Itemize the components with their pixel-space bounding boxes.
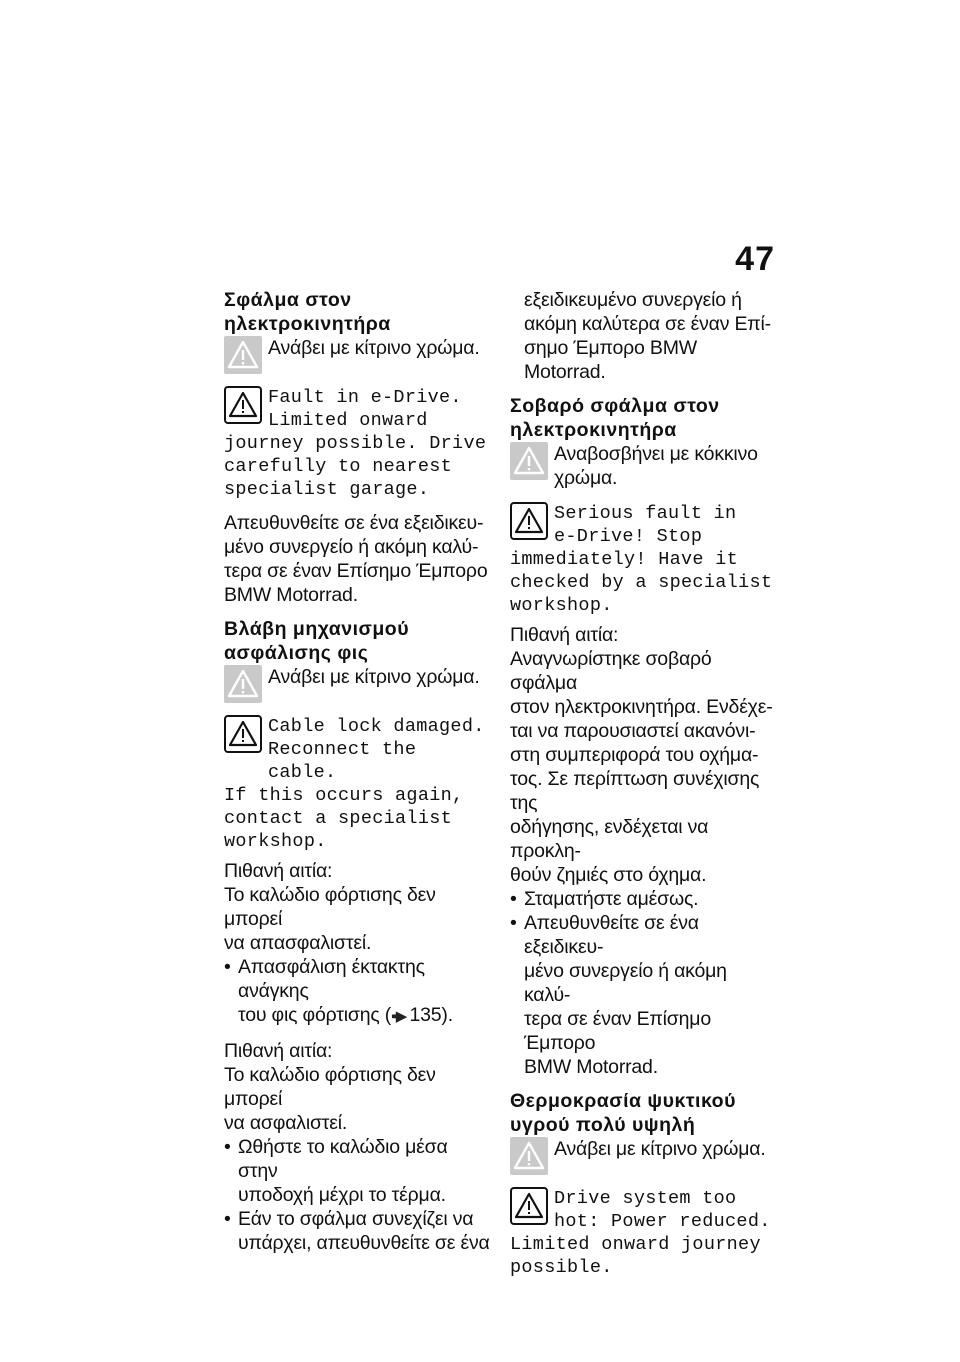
warning-outline-icon <box>224 386 262 424</box>
indicator-row: Ανάβει με κίτρινο χρώμα. <box>224 665 490 703</box>
warning-light-icon <box>510 1137 548 1175</box>
body-text: Απευθυνθείτε σε ένα εξειδικευ- μένο συνεργείο ή ακόμη καλύ- τερα σε έναν Επίσημο Έμπορο BMW Motorrad. <box>224 512 488 606</box>
possible-cause: Πιθανή αιτία: Το καλώδιο φόρτισης δεν μπορεί να ασφαλιστεί. <box>224 1040 436 1134</box>
page-reference-arrow-icon: ▪▪▶ <box>391 1008 405 1025</box>
bullet-continuation: εξειδικευμένο συνεργείο ή ακόμη καλύτερα σε έναν Επί- σημο Έμπορο BMW Motorrad. <box>524 289 771 383</box>
bullet-item: • Σταματήστε αμέσως. <box>510 887 776 911</box>
bullet-item: • Απασφάλιση έκτακτης ανάγκης του φις φόρτισης (▪▪▶ 135). <box>224 955 490 1029</box>
section-heading-coolant-temperature: Θερμοκρασία ψυκτικού υγρού πολύ υψηλή <box>510 1090 736 1136</box>
indicator-row: Ανάβει με κίτρινο χρώμα. <box>510 1137 776 1175</box>
possible-cause: Πιθανή αιτία: Το καλώδιο φόρτισης δεν μπορεί να απασφαλιστεί. <box>224 860 436 954</box>
bullet-item: • Εάν το σφάλμα συνεχίζει να υπάρχει, απευθυνθείτε σε ένα <box>224 1207 490 1255</box>
display-message: Drive system too hot: Power reduced. Limited onward journey possible. <box>510 1188 771 1278</box>
warning-outline-icon <box>224 715 262 753</box>
warning-outline-icon <box>510 1187 548 1225</box>
section-heading-cable-lock: Βλάβη μηχανισμού ασφάλισης φις <box>224 618 410 664</box>
left-column <box>224 288 490 1255</box>
right-column <box>510 288 776 1279</box>
indicator-row: Αναβοσβήνει με κόκκινο χρώμα. <box>510 442 776 490</box>
warning-light-icon <box>510 442 548 480</box>
bullet-item: • Ωθήστε το καλώδιο μέσα στην υποδοχή μέχρι το τέρμα. <box>224 1135 490 1207</box>
warning-light-icon <box>224 336 262 374</box>
section-heading-e-drive-fault: Σφάλμα στον ηλεκτροκινητήρα <box>224 289 391 335</box>
warning-outline-icon <box>510 502 548 540</box>
warning-light-icon <box>224 665 262 703</box>
page-reference-link[interactable]: 135). <box>409 1004 453 1026</box>
indicator-row: Ανάβει με κίτρινο χρώμα. <box>224 336 490 374</box>
section-heading-serious-fault: Σοβαρό σφάλμα στον ηλεκτροκινητήρα <box>510 395 720 441</box>
page-number: 47 <box>735 240 775 278</box>
display-message: Serious fault in e-Drive! Stop immediately! Have it checked by a specialist workshop. <box>510 503 773 616</box>
bullet-item: • Απευθυνθείτε σε ένα εξειδικευ- μένο συνεργείο ή ακόμη καλύ- τερα σε έναν Επίσημο Έμπορο BMW Motorrad. <box>510 911 776 1079</box>
display-message: Cable lock damaged. Reconnect the cable. If this occurs again, contact a specialist workshop. <box>224 716 485 852</box>
possible-cause: Πιθανή αιτία: Αναγνωρίστηκε σοβαρό σφάλμα στον ηλεκτροκινητήρα. Ενδέχε- ται να παρουσιαστεί ακανόνι- στη συμπεριφορά του οχήμα- τος. Σε περίπτωση συνέχισης της οδήγησης, ενδέχεται να προκλη- θούν ζημιές στο όχημα. <box>510 624 773 886</box>
display-message: Fault in e-Drive. Limited onward journey possible. Drive carefully to nearest specialist garage. <box>224 387 487 500</box>
